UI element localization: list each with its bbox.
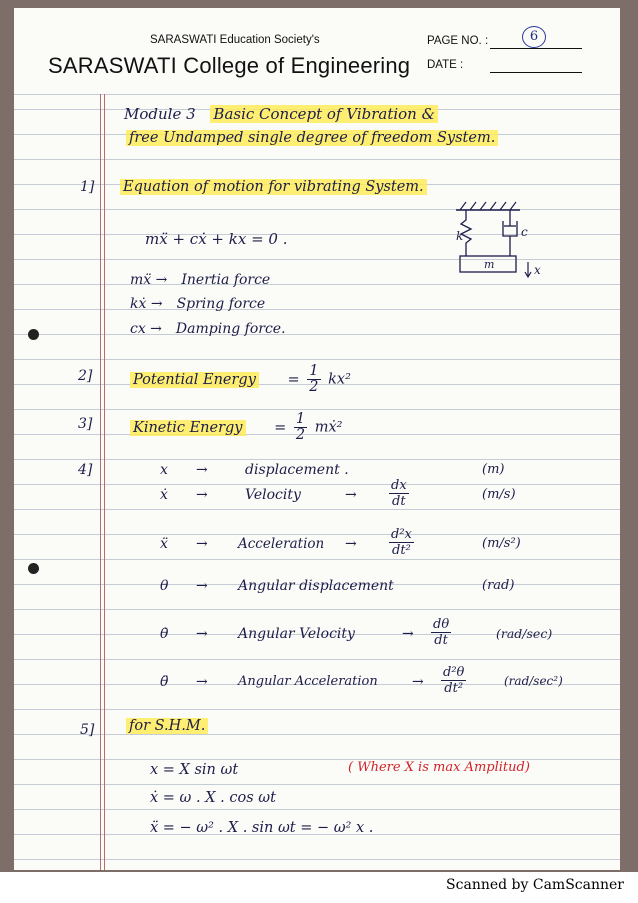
quantity-row: ẍ	[160, 536, 168, 552]
derivative-fraction: $\frac{\text{d²θ}}{\text{dt²}}$	[443, 665, 465, 696]
page-no-value: 6	[522, 26, 546, 48]
quantity-unit: (m)	[482, 462, 505, 477]
shm-displacement: x = X sin ωt	[150, 762, 239, 778]
page-no-label: PAGE NO. :	[427, 35, 489, 47]
section-number: 3]	[78, 416, 93, 432]
quantity-row: θ	[160, 578, 169, 594]
derivative-fraction: $\frac{d\theta}{dt}$	[433, 617, 450, 648]
punch-hole	[28, 563, 39, 574]
arrow: →	[196, 487, 208, 503]
section-number: 2]	[78, 368, 93, 384]
arrow: →	[196, 674, 208, 690]
term-row: mẍ → Inertia force	[130, 272, 271, 288]
shm-acceleration: ẍ = − ω² . X . sin ωt = − ω² x .	[150, 820, 374, 836]
punch-hole	[28, 329, 39, 340]
kinetic-energy-row: Kinetic Energy = $\frac{1}{2}$ mẋ²	[130, 412, 342, 443]
date-label: DATE :	[427, 59, 464, 71]
quantity-unit: (rad)	[482, 578, 515, 593]
quantity-name: displacement .	[245, 462, 349, 478]
spring-mass-damper-diagram	[430, 196, 550, 286]
section-number: 1]	[80, 179, 95, 195]
damper-label: c	[521, 225, 528, 239]
spring-label: k	[456, 229, 464, 243]
quantity-name: Acceleration	[238, 536, 325, 552]
quantity-unit: (rad/sec)	[496, 626, 553, 641]
quantity-name: Angular displacement	[238, 578, 394, 594]
arrow: →	[196, 578, 208, 594]
quantity-name: Velocity	[245, 487, 301, 503]
camscanner-watermark: Scanned by CamScanner	[446, 877, 624, 893]
arrow: →	[345, 487, 357, 503]
potential-energy-row: Potential Energy = $\frac{1}{2}$ kx²	[130, 364, 351, 395]
arrow: →	[345, 536, 357, 552]
arrow: →	[402, 626, 414, 642]
term-row: cx → Damping force.	[130, 321, 286, 337]
shm-velocity: ẋ = ω . X . cos ωt	[150, 790, 276, 806]
displacement-label: x	[534, 263, 541, 277]
derivative-fraction: $\frac{\text{d²x}}{\text{dt²}}$	[391, 527, 412, 558]
society-name: SARASWATI Education Society's	[150, 34, 320, 46]
amplitude-note: ( Where X is max Amplitud)	[348, 760, 530, 775]
derivative-fraction: $\frac{dx}{dt}$	[391, 478, 407, 509]
shm-heading: for S.H.M.	[126, 718, 208, 734]
arrow: →	[196, 536, 208, 552]
quantity-row: ẋ	[160, 487, 168, 503]
college-name: SARASWATI College of Engineering	[48, 53, 411, 78]
module-label: Module 3	[124, 105, 196, 123]
module-topic-highlight-2: free Undamped single degree of freedom System.	[126, 130, 498, 146]
module-topic-highlight: Basic Concept of Vibration &	[210, 105, 438, 123]
section-number: 5]	[80, 722, 95, 738]
arrow: →	[196, 462, 208, 478]
quantity-name: Angular Acceleration	[238, 674, 378, 689]
quantity-name: Angular Velocity	[238, 626, 355, 642]
quantity-unit: (rad/sec²)	[504, 674, 563, 688]
potential-energy-heading: Potential Energy	[130, 372, 259, 388]
term-row: kẋ → Spring force	[130, 296, 266, 312]
section1-heading: Equation of motion for vibrating System.	[120, 179, 427, 195]
module-title-line2	[126, 130, 498, 146]
module-title-line1	[124, 105, 438, 123]
equation-of-motion: mẍ + cẋ + kx = 0 .	[145, 230, 288, 248]
quantity-row: x	[160, 462, 168, 478]
quantity-row: θ̇	[160, 626, 169, 642]
quantity-row: θ̈	[160, 674, 169, 690]
kinetic-energy-heading: Kinetic Energy	[130, 420, 246, 436]
section-number: 4]	[78, 462, 93, 478]
mass-label: m	[484, 258, 495, 271]
arrow: →	[196, 626, 208, 642]
quantity-unit: (m/s)	[482, 487, 516, 502]
arrow: →	[412, 674, 424, 690]
quantity-unit: (m/s²)	[482, 536, 521, 551]
